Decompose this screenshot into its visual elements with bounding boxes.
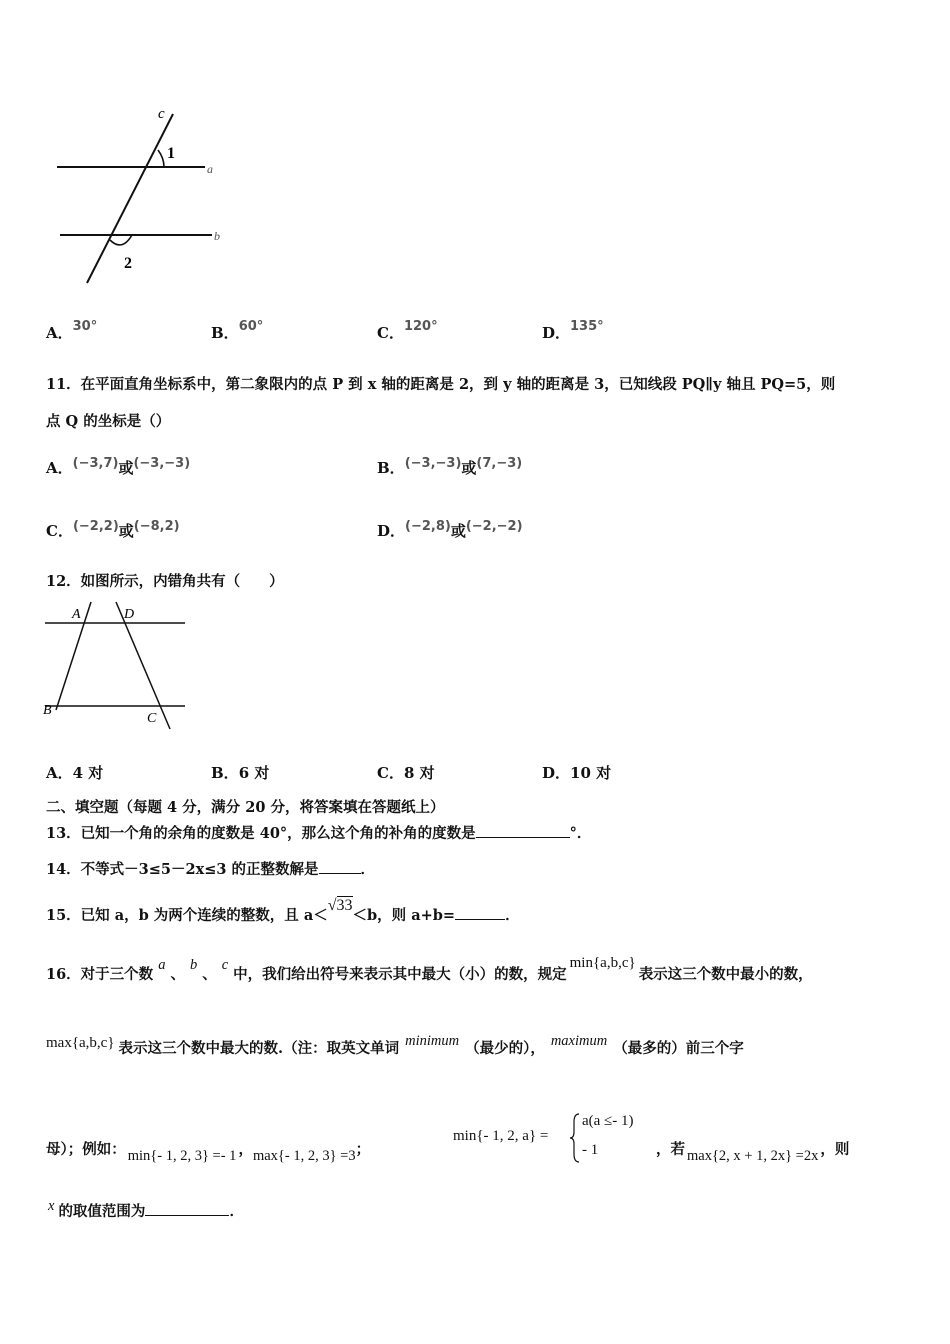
- sqrt-33: [328, 897, 353, 914]
- parallel-lines-figure: [40, 100, 230, 290]
- semicolon: ；: [355, 1141, 371, 1158]
- or-word: 或: [450, 522, 466, 540]
- q15-post: ＜b，则 a+b=: [352, 907, 456, 924]
- q16-t3: 表示这三个数中最小的数，: [638, 966, 813, 983]
- q16-t6: （最多的）前三个字: [613, 1040, 744, 1057]
- sqrt-radicand: 33: [336, 897, 353, 914]
- q14-tail: ．: [360, 861, 376, 878]
- option-value-2: (−8,2): [133, 519, 180, 534]
- case-1: a(a ≤- 1): [582, 1113, 634, 1129]
- or-word: 或: [461, 459, 477, 477]
- q10-option-a[interactable]: [46, 319, 98, 343]
- option-value-1: (−3,7): [72, 456, 119, 471]
- section-2-heading: 二、填空题（每题 4 分，满分 20 分，将答案填在答题纸上）: [46, 799, 445, 816]
- word-minimum: minimum: [405, 1033, 460, 1049]
- q16-line2: [46, 1033, 744, 1058]
- q10-option-d[interactable]: [542, 319, 604, 343]
- or-word: 或: [118, 459, 134, 477]
- option-letter: A．: [46, 459, 73, 477]
- option-value: 135°: [570, 319, 604, 334]
- option-value: 4 对: [72, 764, 104, 782]
- var-x: x: [48, 1198, 55, 1214]
- q16-t4: 表示这三个数中最大的数.（注：取英文单词: [118, 1040, 400, 1057]
- q15-pre: 15．已知 a，b 为两个连续的整数，且 a＜: [46, 907, 328, 924]
- word-maximum: maximum: [550, 1033, 608, 1049]
- q16-t1: 16．对于三个数: [46, 966, 154, 983]
- q13-text: 13．已知一个角的余角的度数是 40°，那么这个角的补角的度数是: [46, 825, 476, 842]
- option-letter: A．: [46, 324, 73, 342]
- max-abc: max{a,b,c}: [46, 1035, 115, 1051]
- option-value: 10 对: [570, 764, 612, 782]
- q15-tail: ．: [505, 907, 520, 924]
- option-letter: C．: [377, 324, 404, 342]
- q16-tail: ．: [229, 1203, 244, 1220]
- sqrt-icon: √: [327, 897, 337, 914]
- example-1: min{- 1, 2, 3} =- 1: [127, 1148, 237, 1164]
- q12-option-b[interactable]: [211, 762, 269, 783]
- example-2: max{- 1, 2, 3} =3: [252, 1148, 356, 1164]
- option-letter: C．: [377, 764, 404, 782]
- q11-stem-line2: 点 Q 的坐标是（）: [46, 413, 171, 430]
- q13: [46, 822, 591, 843]
- angle-1-label: 1: [167, 145, 175, 162]
- q12-stem: 12．如图所示，内错角共有（ ）: [46, 573, 284, 590]
- var-b: b: [189, 957, 198, 973]
- example-3-lhs: min{- 1, 2, a} =: [453, 1128, 549, 1144]
- option-value: 8 对: [403, 764, 435, 782]
- trapezoid-figure: [40, 598, 190, 733]
- q12-option-a[interactable]: [46, 762, 103, 783]
- option-letter: B．: [211, 764, 239, 782]
- sep-2: 、: [202, 966, 217, 983]
- q15: [46, 897, 520, 925]
- line-a-label: a: [207, 162, 213, 176]
- point-c-label: C: [147, 711, 157, 726]
- q16-answer-blank[interactable]: [145, 1201, 229, 1216]
- option-letter: D．: [377, 522, 406, 540]
- q14-text: 14．不等式－3≤5－2x≤3 的正整数解是: [46, 861, 319, 878]
- q16-t10: 的取值范围为: [58, 1203, 146, 1220]
- q15-answer-blank[interactable]: [455, 905, 505, 920]
- comma-1: ，: [238, 1141, 253, 1158]
- option-letter: B．: [377, 459, 405, 477]
- q13-tail: °．: [569, 825, 592, 842]
- left-brace-icon: [569, 1112, 581, 1164]
- q16-t8: ，若: [656, 1141, 685, 1158]
- point-a-label: A: [72, 607, 81, 622]
- angle-2-label: 2: [124, 255, 132, 272]
- q14: [46, 858, 375, 879]
- sep-1: 、: [170, 966, 185, 983]
- option-value-2: (7,−3): [476, 456, 523, 471]
- q12-option-c[interactable]: [377, 762, 435, 783]
- q16-t7: 母）；例如：: [46, 1141, 126, 1158]
- point-b-label: B: [43, 703, 52, 718]
- var-a: a: [158, 957, 166, 973]
- condition: max{2, x + 1, 2x} =2x: [687, 1148, 819, 1164]
- q16-line1: [46, 955, 813, 984]
- q16-line3-start: [46, 1138, 371, 1164]
- q11-option-d[interactable]: [377, 520, 523, 541]
- q16-t5: （最少的），: [465, 1040, 545, 1057]
- q10-option-c[interactable]: [377, 319, 438, 343]
- option-value-2: (−3,−3): [133, 456, 191, 471]
- line-c-label: c: [158, 106, 165, 122]
- option-value: 60°: [238, 319, 264, 334]
- option-letter: B．: [211, 324, 239, 342]
- option-letter: C．: [46, 522, 73, 540]
- q16-line4: [46, 1200, 244, 1221]
- q11-option-b[interactable]: [377, 457, 522, 478]
- line-b-label: b: [214, 229, 220, 243]
- point-d-label: D: [124, 607, 135, 622]
- option-letter: D．: [542, 324, 571, 342]
- option-letter: A．: [46, 764, 73, 782]
- option-value: 120°: [403, 319, 438, 334]
- option-value: 6 对: [238, 764, 270, 782]
- option-value-2: (−2,−2): [465, 519, 523, 534]
- q16-t9: ，则: [820, 1141, 850, 1158]
- option-value-1: (−2,2): [72, 519, 119, 534]
- min-abc: min{a,b,c}: [569, 955, 636, 971]
- q12-option-d[interactable]: [542, 762, 611, 783]
- option-value-1: (−2,8): [405, 519, 451, 534]
- or-word: 或: [118, 522, 134, 540]
- q13-answer-blank[interactable]: [476, 823, 570, 838]
- option-value-1: (−3,−3): [404, 456, 462, 471]
- var-c: c: [221, 957, 229, 973]
- q14-answer-blank[interactable]: [319, 859, 361, 874]
- option-value: 30°: [72, 319, 98, 334]
- q10-option-b[interactable]: [211, 319, 264, 343]
- q11-option-a[interactable]: [46, 457, 190, 478]
- option-letter: D．: [542, 764, 571, 782]
- q11-stem-line1: 11．在平面直角坐标系中，第二象限内的点 P 到 x 轴的距离是 2，到 y 轴的距离是 3，已知线段 PQ∥y 轴且 PQ=5，则: [46, 376, 836, 393]
- q11-option-c[interactable]: [46, 520, 180, 541]
- q16-t2: 中，我们给出符号来表示其中最大（小）的数，规定: [233, 966, 567, 983]
- case-2: - 1: [582, 1142, 599, 1158]
- q16-line3-end: [656, 1138, 850, 1164]
